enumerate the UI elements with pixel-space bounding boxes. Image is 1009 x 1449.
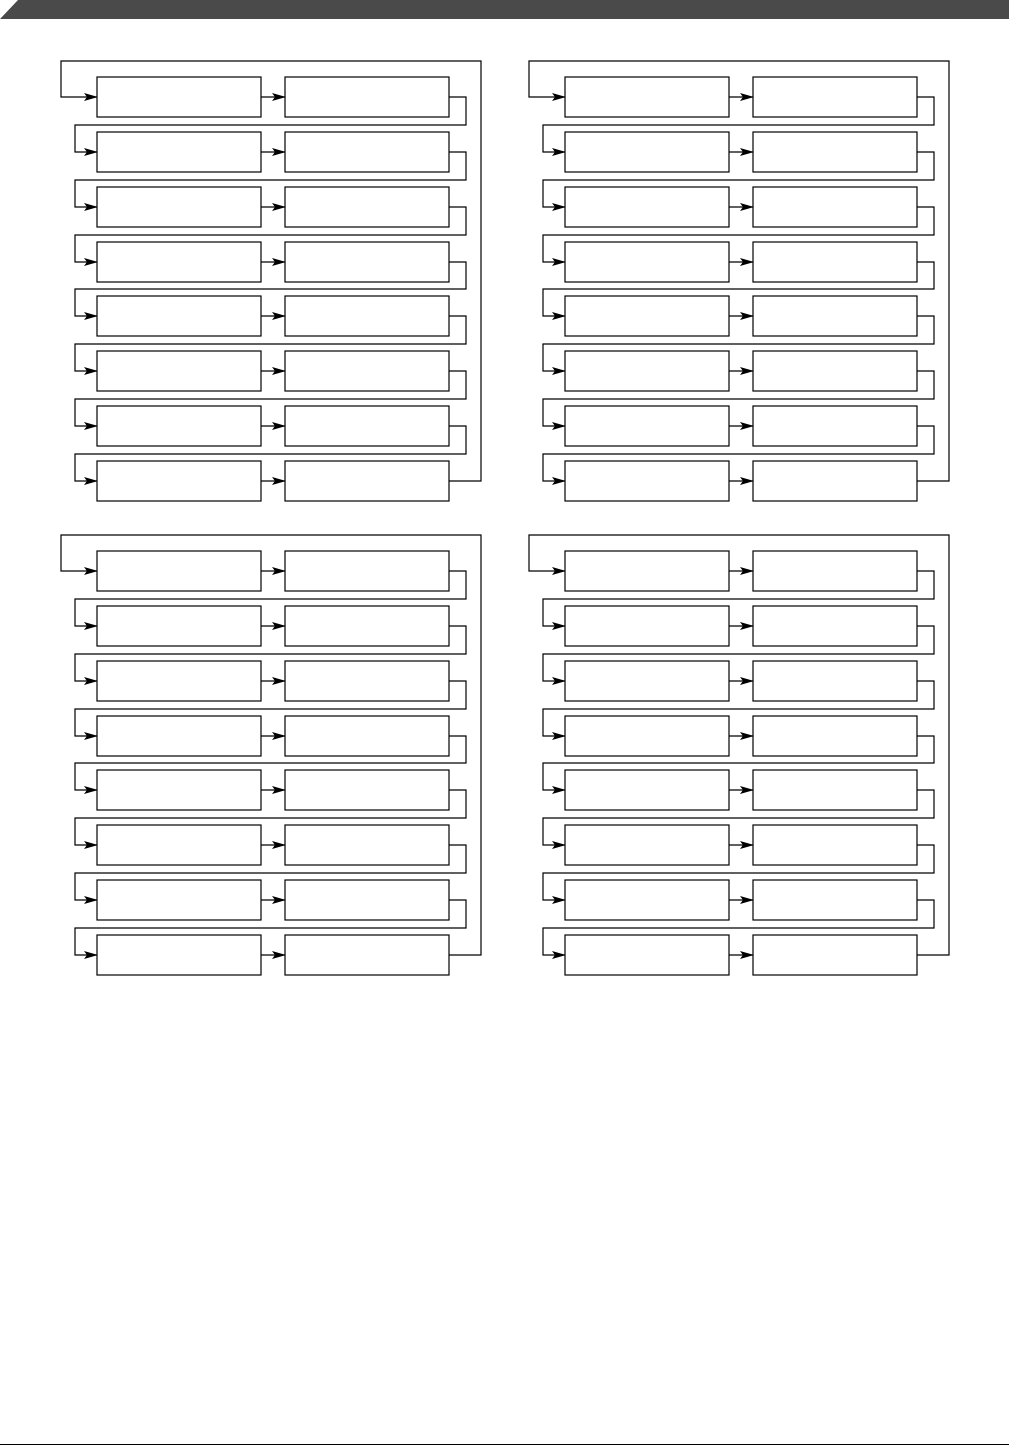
row-7-box-2 [285,880,449,920]
row-3-box-1 [97,187,261,227]
row-1-box-2 [753,77,917,117]
row-4-box-2 [285,716,449,756]
row-2-box-2 [285,606,449,646]
row-7-box-2 [753,406,917,446]
row-6-box-1 [565,825,729,865]
row-2-box-1 [565,606,729,646]
row-4-box-2 [285,242,449,282]
row-4-box-1 [565,716,729,756]
row-4-box-1 [97,242,261,282]
row-6-box-1 [97,351,261,391]
row-7-box-2 [285,406,449,446]
row-7-box-1 [97,880,261,920]
row-4-box-1 [97,716,261,756]
row-5-box-2 [285,770,449,810]
row-2-box-2 [753,606,917,646]
row-4-box-1 [565,242,729,282]
row-7-box-2 [753,880,917,920]
row-3-box-1 [565,187,729,227]
row-8-box-1 [565,461,729,501]
row-2-box-1 [565,132,729,172]
row-8-box-2 [285,461,449,501]
row-7-box-1 [565,406,729,446]
row-2-box-2 [753,132,917,172]
row-1-box-1 [565,77,729,117]
row-8-box-2 [753,935,917,975]
row-8-box-1 [97,935,261,975]
row-3-box-2 [753,187,917,227]
row-8-box-2 [753,461,917,501]
row-2-box-2 [285,132,449,172]
row-2-box-1 [97,132,261,172]
row-6-box-2 [285,825,449,865]
row-8-box-1 [565,935,729,975]
row-3-box-2 [285,187,449,227]
row-3-box-1 [565,661,729,701]
row-6-box-2 [753,825,917,865]
row-6-box-1 [97,825,261,865]
row-5-box-1 [565,296,729,336]
row-1-box-2 [285,551,449,591]
row-5-box-2 [753,770,917,810]
row-1-box-1 [97,77,261,117]
row-7-box-1 [565,880,729,920]
panel-bottom-right [529,535,949,975]
row-5-box-2 [753,296,917,336]
row-1-box-1 [565,551,729,591]
row-1-box-1 [97,551,261,591]
row-5-box-1 [97,770,261,810]
footer-rule [0,1444,1009,1445]
row-5-box-1 [97,296,261,336]
panel-top-left [61,61,481,501]
row-2-box-1 [97,606,261,646]
row-4-box-2 [753,716,917,756]
row-4-box-2 [753,242,917,282]
row-5-box-2 [285,296,449,336]
panel-top-right [529,61,949,501]
row-6-box-2 [753,351,917,391]
row-1-box-2 [753,551,917,591]
row-1-box-2 [285,77,449,117]
row-8-box-1 [97,461,261,501]
row-6-box-2 [285,351,449,391]
row-8-box-2 [285,935,449,975]
panel-bottom-left [61,535,481,975]
row-3-box-2 [285,661,449,701]
row-6-box-1 [565,351,729,391]
row-3-box-1 [97,661,261,701]
row-3-box-2 [753,661,917,701]
row-7-box-1 [97,406,261,446]
row-5-box-1 [565,770,729,810]
